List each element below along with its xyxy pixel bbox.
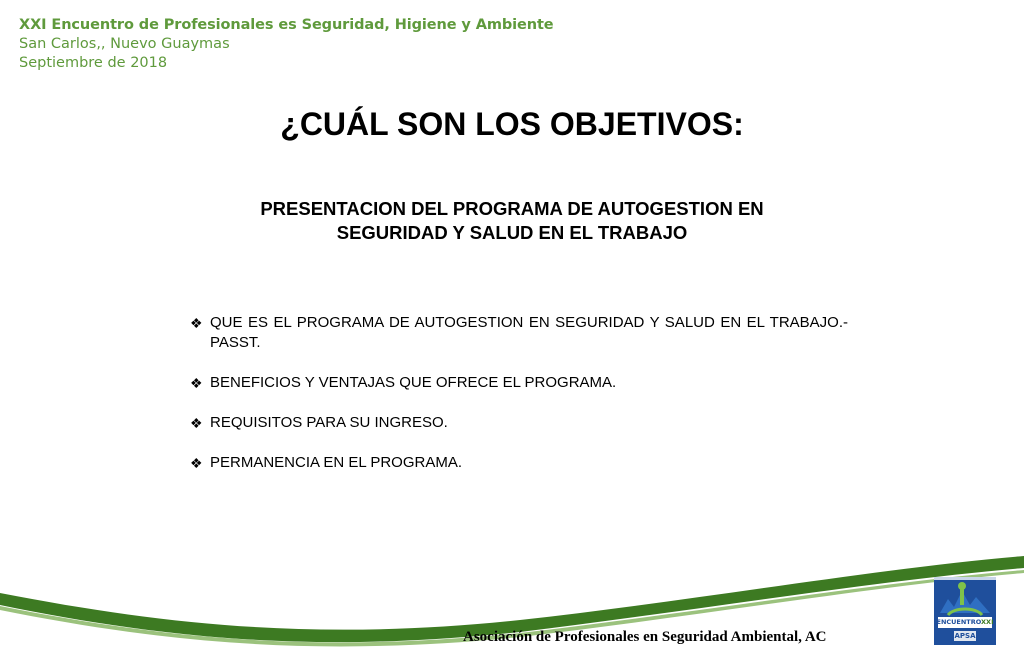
subtitle-line-1: PRESENTACION DEL PROGRAMA DE AUTOGESTION EN [260,198,764,219]
apsa-logo [934,577,996,645]
subtitle-line-2: SEGURIDAD Y SALUD EN EL TRABAJO [336,222,688,243]
event-date: Septiembre de 2018 [19,54,168,71]
logo-text-xxi: XXI [981,618,994,626]
organization-name: Asociación de Profesionales en Seguridad Ambiental, AC [463,629,827,645]
logo-text-apsa: APSA [954,632,976,640]
diamond-bullet-icon: ❖ [190,315,203,331]
list-item-text: BENEFICIOS Y VENTAJAS QUE OFRECE EL PROGRAMA. [210,374,617,391]
event-name: XXI Encuentro de Profesionales es Seguridad, Higiene y Ambiente [19,17,554,33]
diamond-bullet-icon: ❖ [190,415,203,431]
logo-text-encuentro: ENCUENTRO [936,618,982,626]
diamond-bullet-icon: ❖ [190,455,203,471]
diamond-bullet-icon: ❖ [190,375,203,391]
list-item-text: REQUISITOS PARA SU INGRESO. [210,414,448,431]
list-item-text: PERMANENCIA EN EL PROGRAMA. [210,454,462,471]
event-location: San Carlos,, Nuevo Guaymas [19,36,230,52]
list-item-text: QUE ES EL PROGRAMA DE AUTOGESTION EN SEGURIDAD Y SALUD EN EL TRABAJO.- PASST. [210,314,848,351]
slide-title: ¿CUÁL SON LOS OBJETIVOS: [280,106,744,142]
